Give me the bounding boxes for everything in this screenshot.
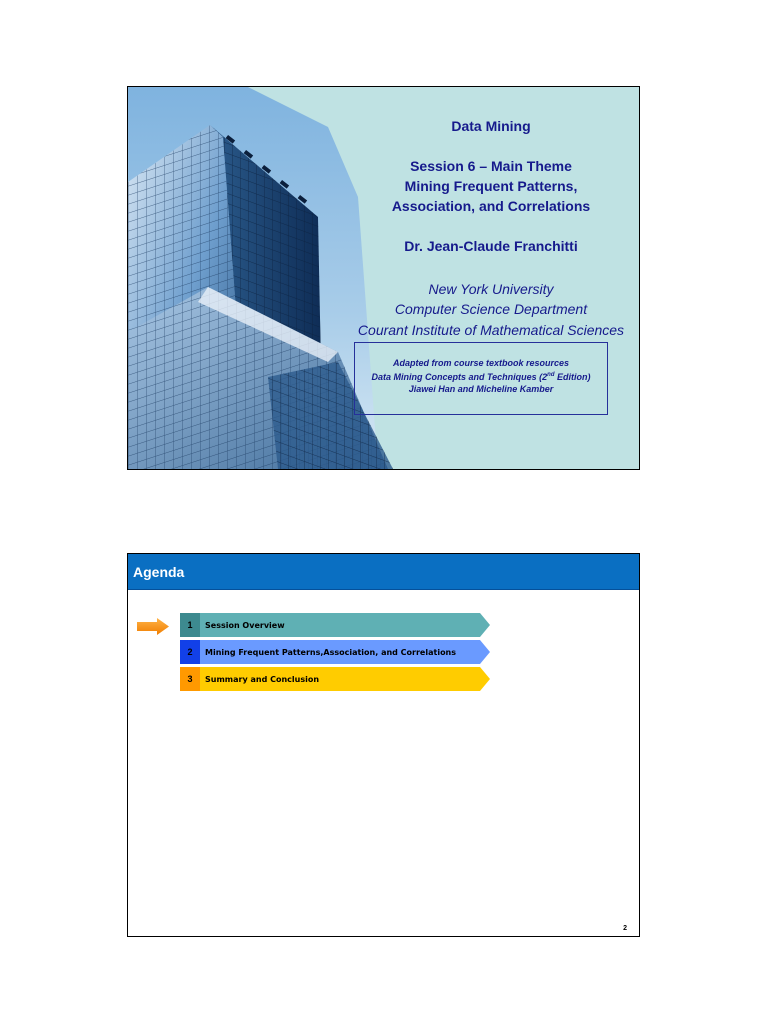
agenda-item-3[interactable] bbox=[180, 667, 490, 691]
textbook-credit-box bbox=[354, 342, 608, 415]
credit-line-2-post: Edition) bbox=[554, 372, 591, 382]
agenda-item-1-number: 1 bbox=[187, 620, 193, 630]
agenda-item-3-label bbox=[205, 667, 465, 691]
session-title: Session 6 – Main Theme bbox=[410, 158, 572, 174]
credit-line-3: Jiawei Han and Micheline Kamber bbox=[408, 384, 554, 394]
page-number: 2 bbox=[623, 925, 627, 932]
slide-header bbox=[128, 554, 639, 590]
agenda-item-2[interactable] bbox=[180, 640, 490, 664]
agenda-item-1-label-line-1: Session Overview bbox=[205, 620, 285, 630]
agenda-item-3-number: 3 bbox=[187, 674, 193, 684]
agenda-item-1[interactable] bbox=[180, 613, 490, 637]
agenda-item-3-label-line-1: Summary and Conclusion bbox=[205, 674, 320, 684]
presentation-title: Data Mining bbox=[451, 118, 531, 134]
theme-line-2: Association, and Correlations bbox=[391, 198, 591, 214]
agenda-item-2-label-line-1: Mining Frequent Patterns, bbox=[205, 647, 324, 657]
institution-line-2: Computer Science Department bbox=[394, 301, 588, 317]
agenda-item-2-label bbox=[205, 640, 465, 664]
institution-line-3: Courant Institute of Mathematical Sciences bbox=[357, 322, 625, 338]
agenda-item-2-label-line-2: Association, and Correlations bbox=[323, 647, 457, 657]
credit-line-2-pre: Data Mining Concepts and Techniques (2 bbox=[371, 372, 548, 382]
agenda-item-1-label bbox=[205, 613, 465, 637]
institution-line-1: New York University bbox=[428, 281, 554, 297]
current-item-arrow-icon bbox=[137, 618, 169, 635]
theme-line-1: Mining Frequent Patterns, bbox=[404, 178, 578, 194]
title-slide bbox=[127, 86, 640, 470]
author-name: Dr. Jean-Claude Franchitti bbox=[404, 238, 578, 254]
credit-line-2 bbox=[355, 369, 607, 383]
agenda-slide bbox=[127, 553, 640, 937]
agenda-item-2-number: 2 bbox=[187, 647, 193, 657]
credit-line-2-sup: nd bbox=[547, 372, 555, 378]
slide-title: Agenda bbox=[133, 564, 185, 580]
credit-line-1: Adapted from course textbook resources bbox=[392, 358, 570, 368]
